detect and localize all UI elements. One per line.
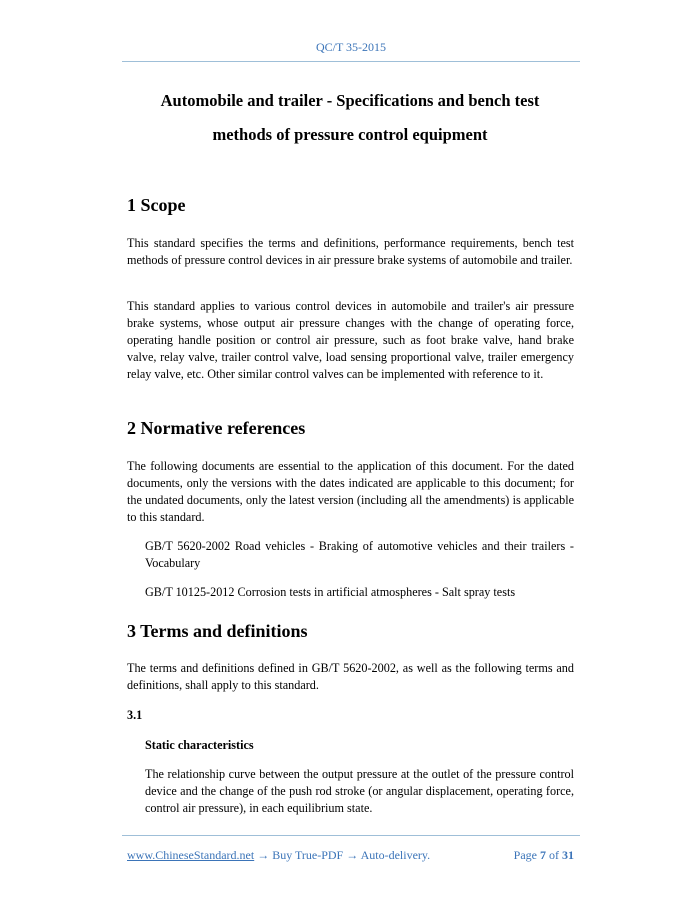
references-paragraph: The following documents are essential to the application of this document. For the dated documents, only the versions with the dates indicated are applicable to this document; for the undated documents, only the latest version (including all the amendments) is applicable to this standard. [127, 459, 574, 524]
reference-item-1: GB/T 5620-2002 Road vehicles - Braking of automotive vehicles and their trailers - Vocabulary [145, 539, 574, 570]
document-title [110, 84, 590, 152]
footer-promo [127, 848, 430, 863]
scope-paragraph-2: This standard applies to various control devices in automobile and trailer's air pressure brake systems, whose output air pressure changes with the change of operating force, operating handle position or control air pressure, such as foot brake valve, hand brake valve, relay valve, trailer control valve, load sensing proportional valve, trailer emergency relay valve, etc. Other similar control valves can be implemented with reference to it. [127, 299, 574, 381]
section-2-heading: 2 Normative references [127, 418, 306, 438]
website-link[interactable]: www.ChineseStandard.net [127, 848, 255, 862]
section-1-heading: 1 Scope [127, 195, 186, 215]
terms-paragraph: The terms and definitions defined in GB/T 5620-2002, as well as the following terms and definitions, shall apply to this standard. [127, 661, 574, 692]
clause-number: 3.1 [127, 708, 143, 722]
of-label: of [549, 848, 559, 862]
page-indicator [496, 848, 574, 863]
page-label: Page [513, 848, 537, 862]
term-definition: The relationship curve between the output pressure at the outlet of the pressure control device and the change of the push rod stroke (or angular displacement, operating force, control air pressure), in each equilibrium state. [145, 767, 574, 815]
section-3-heading: 3 Terms and definitions [127, 621, 308, 641]
footer-divider [122, 835, 580, 836]
reference-item-2: GB/T 10125-2012 Corrosion tests in artificial atmospheres - Salt spray tests [145, 585, 516, 599]
page-header: QC/T 35-2015 [315, 40, 387, 54]
title-line-2: methods of pressure control equipment [212, 125, 488, 144]
title-line-1: Automobile and trailer - Specifications and bench test [160, 91, 540, 110]
header-divider [122, 61, 580, 62]
term-title: Static characteristics [145, 738, 254, 752]
page-total: 31 [562, 848, 574, 862]
buy-pdf-text: Buy True-PDF [272, 848, 344, 862]
scope-paragraph-1: This standard specifies the terms and definitions, performance requirements, bench test methods of pressure control devices in air pressure brake systems of automobile and trailer. [127, 236, 574, 267]
delivery-text: Auto-delivery. [360, 848, 431, 862]
arrow-icon: → [346, 848, 359, 862]
page-number: 7 [540, 848, 546, 862]
arrow-icon: → [257, 848, 270, 862]
